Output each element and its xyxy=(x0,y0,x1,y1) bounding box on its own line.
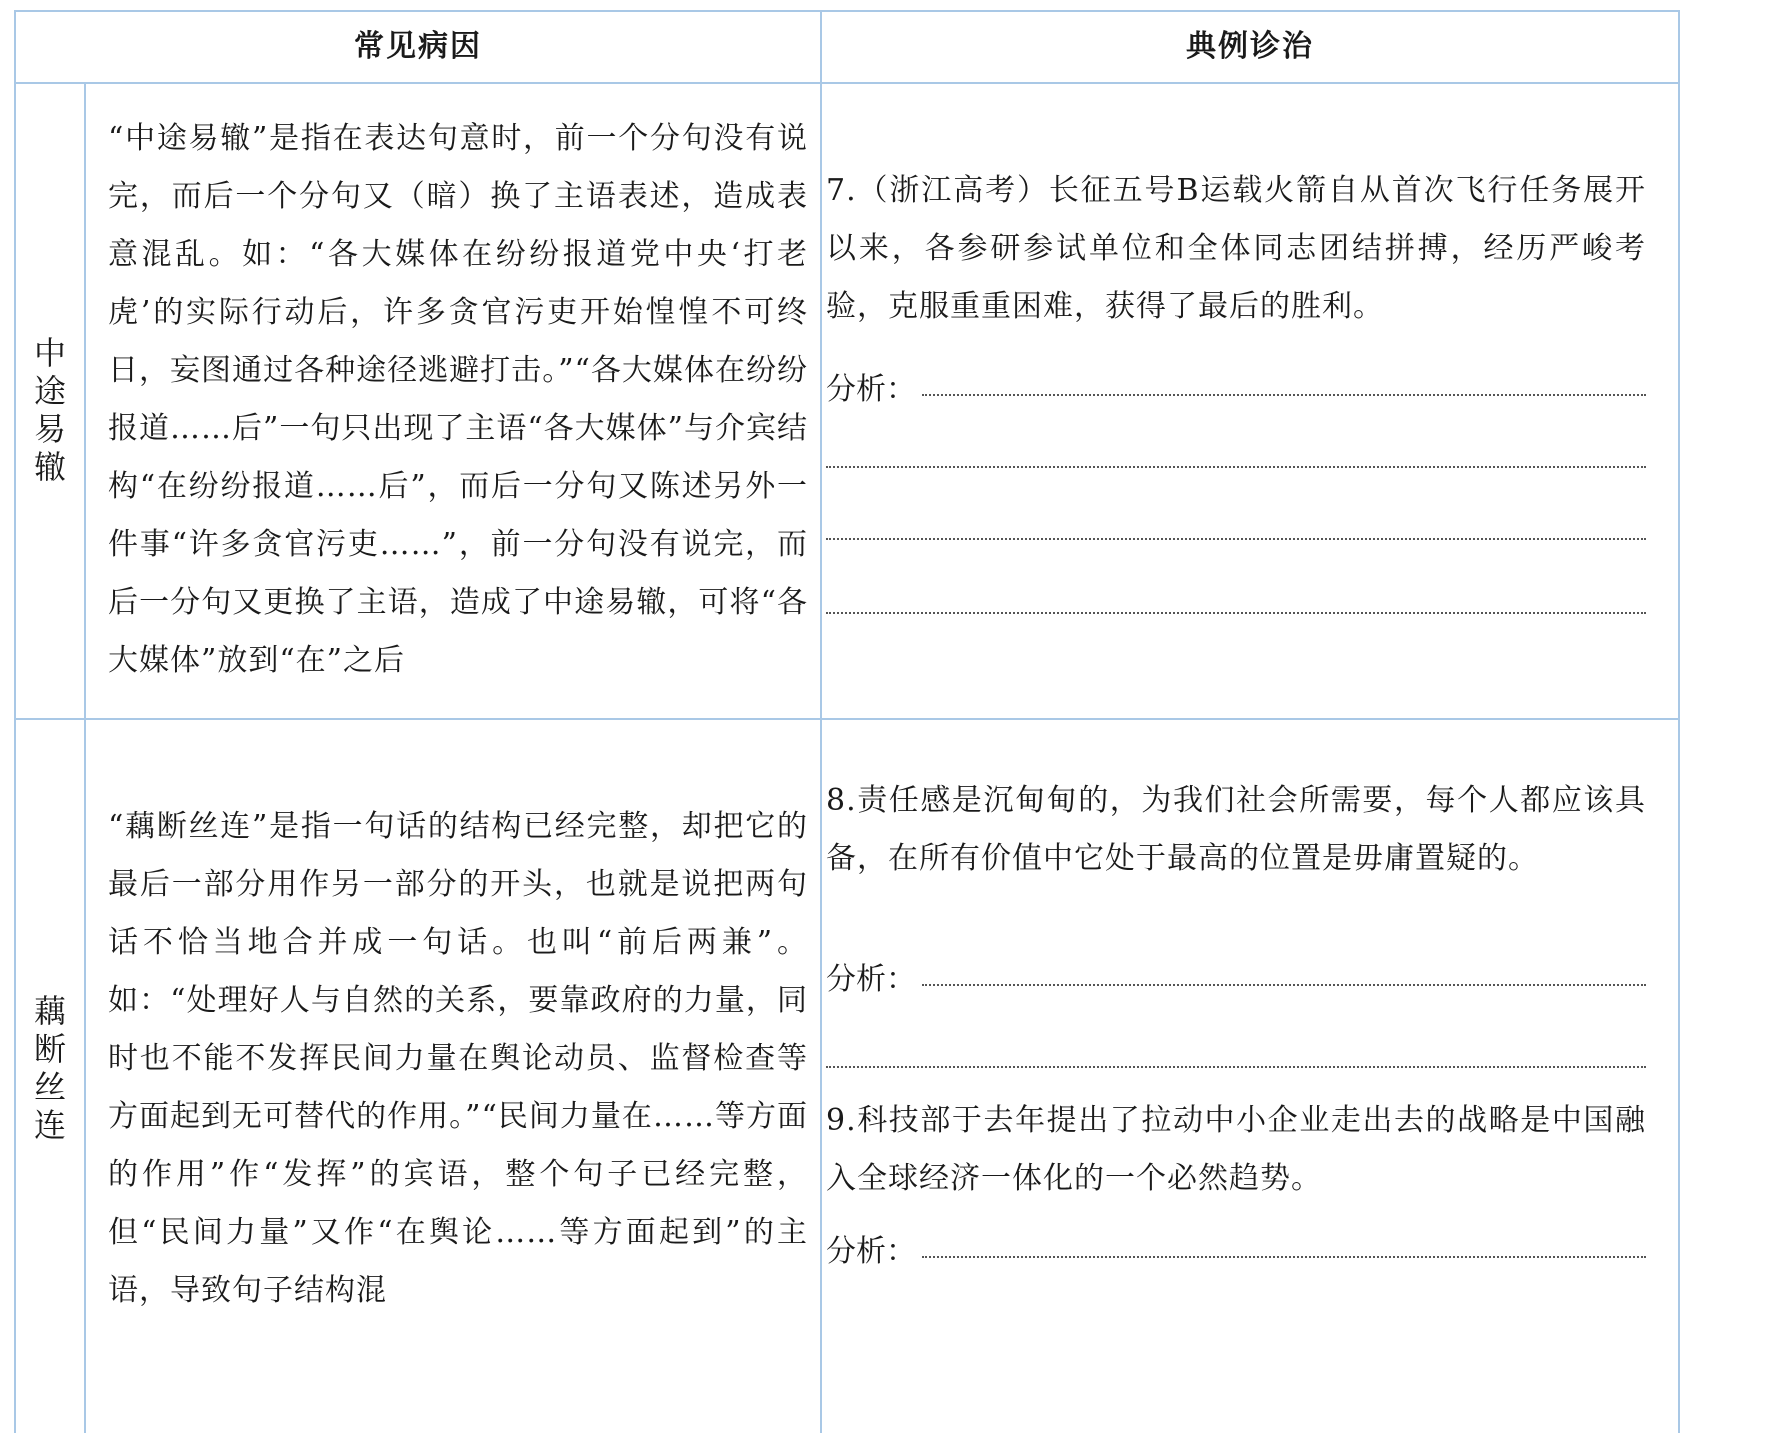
answer-line[interactable] xyxy=(922,983,1646,986)
analysis-row-8 xyxy=(826,948,1646,998)
table-header xyxy=(16,12,1678,84)
answer-line[interactable] xyxy=(922,393,1646,396)
header-causes: 常见病因 xyxy=(354,29,482,64)
label-column-divider xyxy=(84,84,86,1433)
answer-line[interactable] xyxy=(826,1066,1646,1068)
example-8: 8.责任感是沉甸甸的，为我们社会所需要，每个人都应该具备，在所有价值中它处于最高的位置是毋庸置疑的。 xyxy=(826,783,1646,876)
answer-line[interactable] xyxy=(826,466,1646,468)
analysis-label: 分析： xyxy=(826,372,916,407)
header-examples: 典例诊治 xyxy=(1186,29,1314,64)
analysis-label: 分析： xyxy=(826,1234,916,1269)
answer-line[interactable] xyxy=(826,612,1646,614)
example-7: 7.（浙江高考）长征五号B运载火箭自从首次飞行任务展开以来，各参研参试单位和全体同志团结拼搏，经历严峻考验，克服重重困难，获得了最后的胜利。 xyxy=(826,173,1646,324)
column-divider xyxy=(820,12,822,1433)
section-label-2: 藕 断 丝 连 xyxy=(33,992,66,1144)
analysis-row-7 xyxy=(826,358,1646,408)
analysis-row-9 xyxy=(826,1220,1646,1270)
section-label-1: 中 途 易 辙 xyxy=(33,334,66,486)
cause-description-2: “藕断丝连”是指一句话的结构已经完整，却把它的最后一部分用作另一部分的开头，也就是说把两句话不恰当地合并成一句话。也叫“前后两兼”。如：“处理好人与自然的关系，要靠政府的力量，同时也不能不发挥民间力量在舆论动员、监督检查等方面起到无可替代的作用。”“民间力量在……等方面的作用”作“发挥”的宾语，整个句子已经完整，但“民间力量”又作“在舆论……等方面起到”的主语，导致句子结构混 xyxy=(108,809,808,1308)
example-9: 9.科技部于去年提出了拉动中小企业走出去的战略是中国融入全球经济一体化的一个必然趋势。 xyxy=(826,1103,1646,1196)
analysis-label: 分析： xyxy=(826,962,916,997)
answer-line[interactable] xyxy=(826,538,1646,540)
row-divider xyxy=(16,718,1678,720)
answer-line[interactable] xyxy=(922,1255,1646,1258)
cause-description-1: “中途易辙”是指在表达句意时，前一个分句没有说完，而后一个分句又（暗）换了主语表述，造成表意混乱。如：“各大媒体在纷纷报道党中央‘打老虎’的实际行动后，许多贪官污吏开始惶惶不可终日，妄图通过各种途径逃避打击。”“各大媒体在纷纷报道……后”一句只出现了主语“各大媒体”与介宾结构“在纷纷报道……后”，而后一分句又陈述另外一件事“许多贪官污吏……”，前一分句没有说完，而后一分句又更换了主语，造成了中途易辙，可将“各大媒体”放到“在”之后 xyxy=(108,121,809,678)
